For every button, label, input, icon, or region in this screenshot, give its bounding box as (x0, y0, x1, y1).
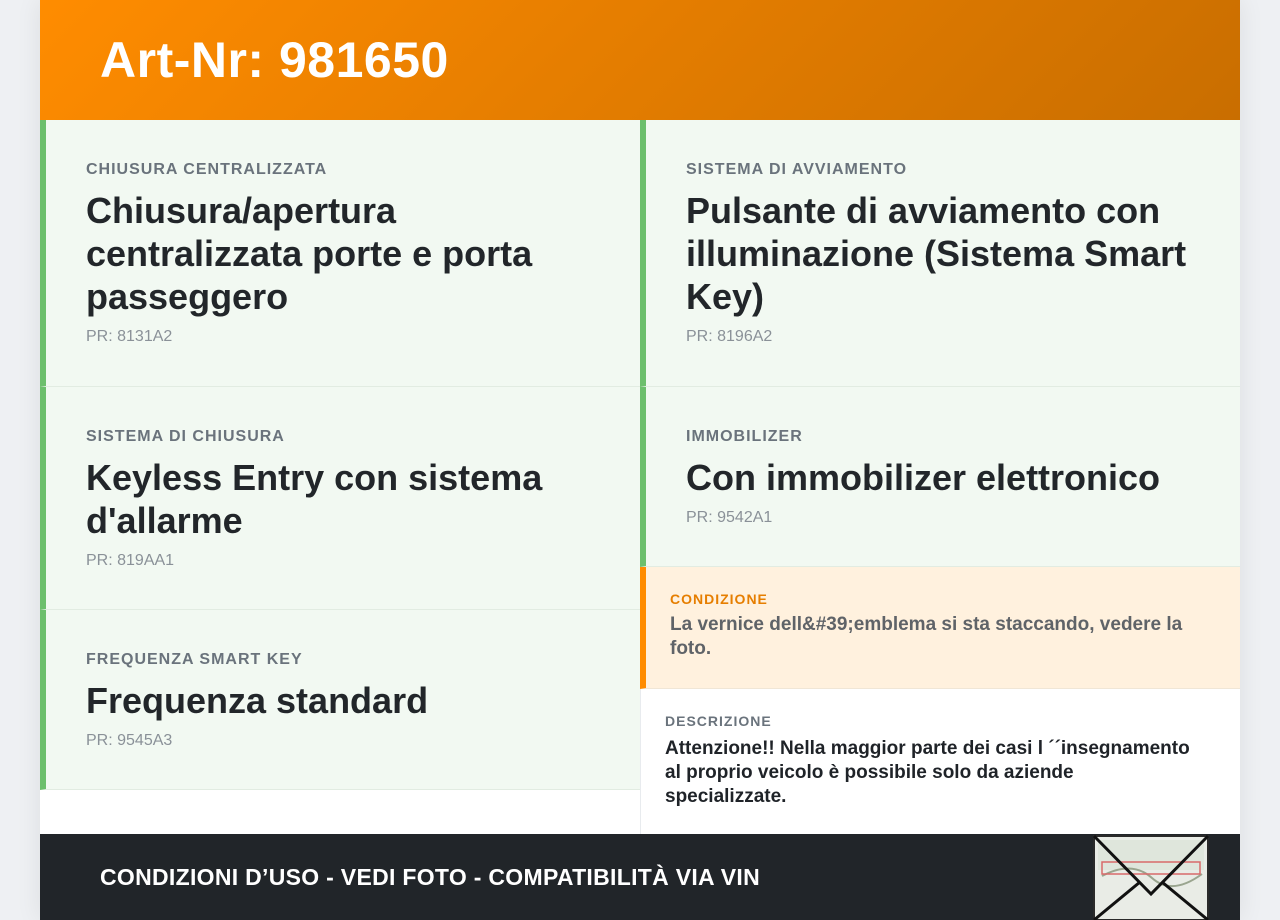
feature-label: CHIUSURA CENTRALIZZATA (86, 161, 328, 178)
feature-label: IMMOBILIZER (686, 428, 803, 445)
features-right-column (640, 120, 1240, 834)
feature-pr-code: PR: 819AA1 (86, 552, 175, 569)
article-number-title: Art-Nr: 981650 (100, 32, 449, 88)
feature-card-smart-key-frequency (40, 610, 640, 790)
footer-bar (40, 834, 1240, 920)
footer-links-text[interactable]: CONDIZIONI D’USO - VEDI FOTO - COMPATIBILITÀ VIA VIN (100, 863, 761, 890)
description-text: Attenzione!! Nella maggior parte dei casi l ´´insegnamento al proprio veicolo è possibile solo da aziende specializzate. (665, 738, 1190, 807)
feature-label: SISTEMA DI CHIUSURA (86, 428, 285, 445)
feature-title: Pulsante di avviamento con illuminazione (Sistema Smart Key) (686, 190, 1187, 317)
description-box (640, 689, 1240, 834)
feature-title: Con immobilizer elettronico (686, 457, 1161, 498)
feature-pr-code: PR: 8131A2 (86, 328, 173, 345)
feature-card-immobilizer (640, 387, 1240, 567)
feature-label: FREQUENZA SMART KEY (86, 651, 303, 668)
header-bar (40, 0, 1240, 120)
feature-pr-code: PR: 9542A1 (686, 509, 773, 526)
feature-card-locking-system (40, 387, 640, 610)
features-left-column (40, 120, 640, 834)
mail-icon[interactable] (1092, 834, 1210, 920)
feature-title: Chiusura/apertura centralizzata porte e porta passeggero (86, 190, 533, 317)
product-page (40, 0, 1240, 920)
feature-pr-code: PR: 8196A2 (686, 328, 773, 345)
feature-card-central-locking (40, 120, 640, 387)
feature-title: Keyless Entry con sistema d'allarme (86, 457, 543, 541)
feature-card-start-system (640, 120, 1240, 387)
condition-label: CONDIZIONE (670, 591, 768, 607)
condition-text: La vernice dell&#39;emblema si sta staccando, vedere la foto. (670, 614, 1183, 659)
feature-label: SISTEMA DI AVVIAMENTO (686, 161, 908, 178)
description-label: DESCRIZIONE (665, 713, 772, 729)
feature-pr-code: PR: 9545A3 (86, 732, 173, 749)
feature-title: Frequenza standard (86, 680, 429, 721)
features-grid (40, 120, 1240, 834)
condition-box (640, 567, 1240, 689)
